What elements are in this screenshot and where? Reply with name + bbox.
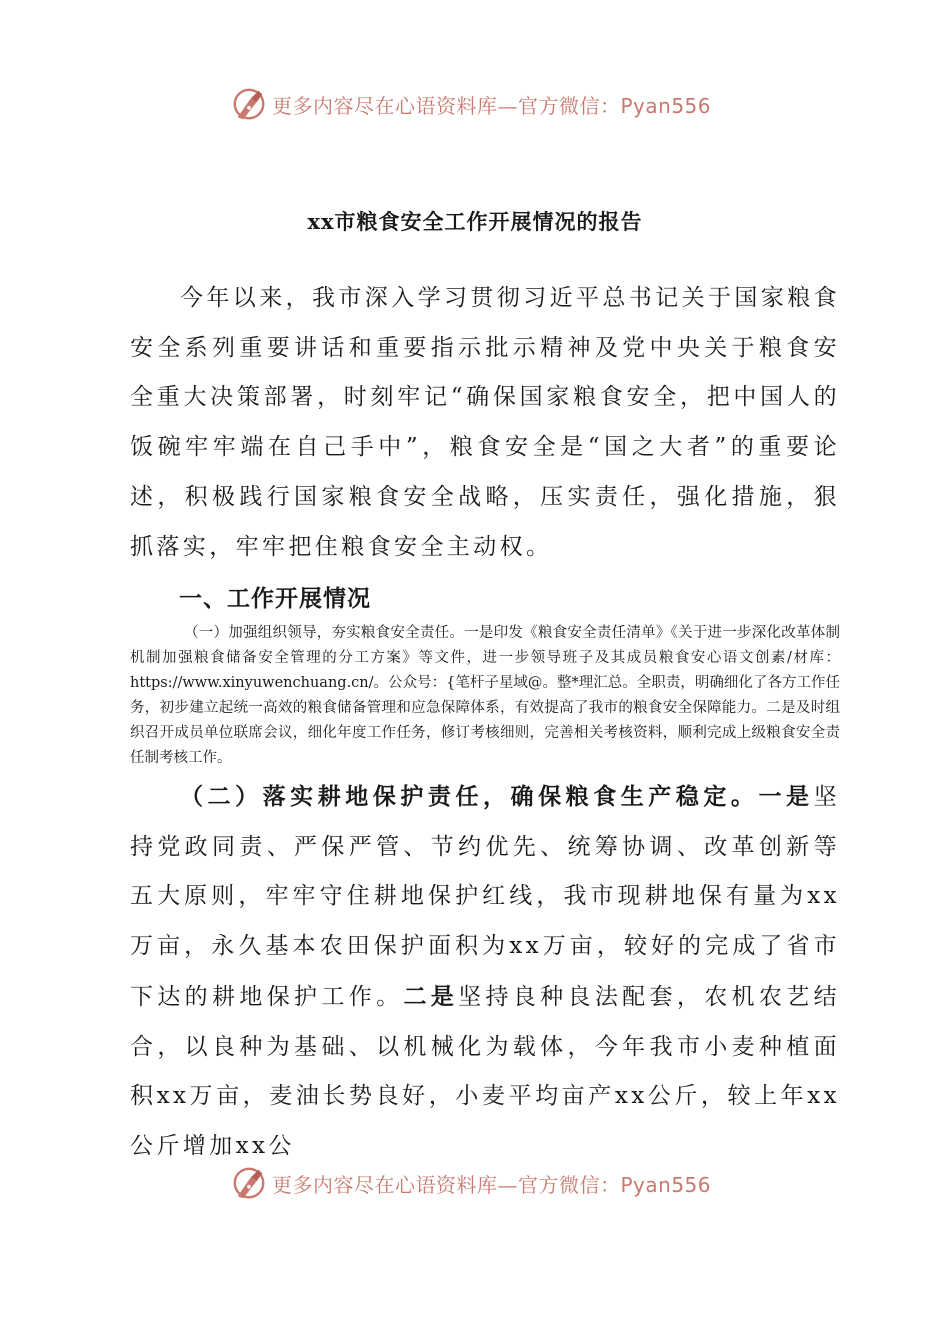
pen-nib-logo-icon: [230, 85, 268, 123]
subsection-1-paragraph: （一）加强组织领导，夯实粮食安全责任。一是印发《粮食安全责任清单》《关于进一步深化改革体制机制加强粮食储备安全管理的分工方案》等文件，进一步领导班子及其成员粮食安心语文创素/材库：https://www.xinyuwenchuang.cn/。公众号：{笔杆子星域@。整*理汇总。全职责，明确细化了各方工作任务，初步建立起统一高效的粮食储备管理和应急保障体系，有效提高了我市的粮食安全保障能力。二是及时组织召开成员单位联席会议，细化年度工作任务，修订考核细则，完善相关考核资料，顺利完成上级粮食安全责任制考核工作。: [130, 625, 840, 766]
banner-wechat-id: Pyan556: [620, 1172, 712, 1197]
intro-paragraph: 今年以来，我市深入学习贯彻习近平总书记关于国家粮食安全系列重要讲话和重要指示批示精神及党中央关于粮食安全重大决策部署，时刻牢记“确保国家粮食安全，把中国人的饭碗牢牢端在自己手中”，粮食安全是“国之大者”的重要论述，积极践行国家粮食安全战略，压实责任，强化措施，狠抓落实，牢牢把住粮食安全主动权。: [130, 285, 840, 560]
subsection-2-heading: （二）落实耕地保护责任，确保粮食生产稳定。: [180, 783, 759, 810]
footer-banner: [230, 1163, 711, 1203]
banner-text: 更多内容尽在心语资料库—官方微信：Pyan556: [272, 93, 712, 118]
section-heading: 一、工作开展情况: [179, 585, 371, 612]
banner-wechat-id: Pyan556: [620, 93, 712, 118]
marker-first: 一是: [758, 783, 814, 810]
banner-text: 更多内容尽在心语资料库—官方微信：Pyan556: [272, 1172, 712, 1197]
subsection-2-text-2: 坚持良种良法配套，农机农艺结合，以良种为基础、以机械化为载体，今年我市小麦种植面积xx万亩，麦油长势良好，小麦平均亩产xx公斤，较上年xx公斤增加xx公: [130, 983, 840, 1159]
subsection-2-paragraph: [130, 772, 840, 1172]
pen-nib-logo-icon: [230, 1164, 268, 1202]
document-title: xx市粮食安全工作开展情况的报告: [307, 209, 643, 234]
subsection-2-text-1: 坚持党政同责、严保严管、节约优先、统筹协调、改革创新等五大原则，牢牢守住耕地保护红线，我市现耕地保有量为xx万亩，永久基本农田保护面积为xx万亩，较好的完成了省市下达的耕地保护工作。: [130, 784, 840, 1010]
marker-second: 二是: [403, 982, 459, 1010]
header-banner: [230, 84, 711, 124]
